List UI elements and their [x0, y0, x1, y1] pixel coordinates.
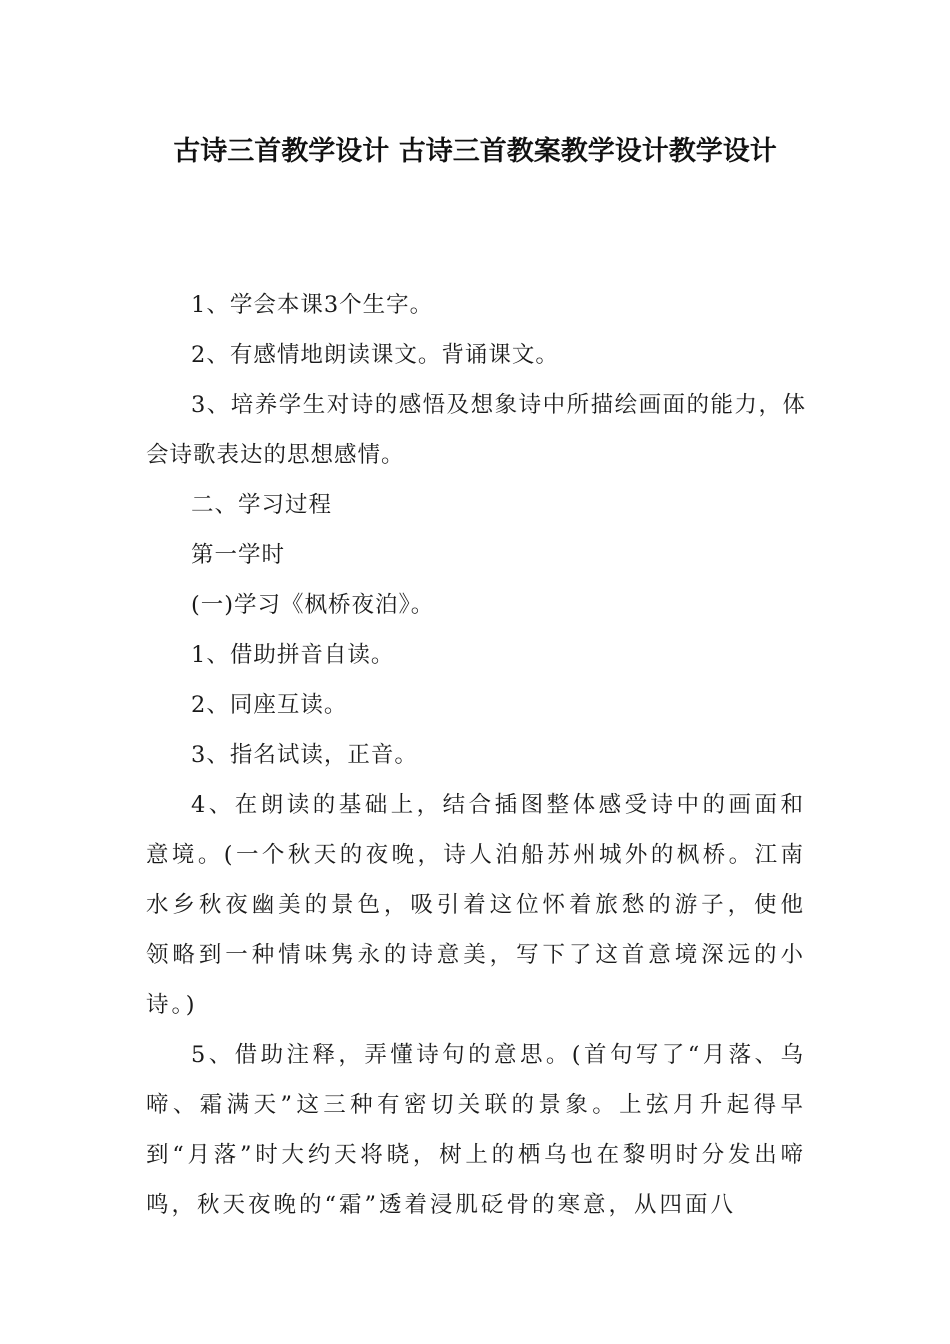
objective-1: 1、学会本课3个生字。: [191, 292, 434, 318]
document-title: 古诗三首教学设计 古诗三首教案教学设计教学设计: [173, 136, 777, 167]
objective-3: 3、培养学生对诗的感悟及想象诗中所描绘画面的能力，体会诗歌表达的思想感情。: [146, 392, 806, 468]
objective-2: 2、有感情地朗读课文。背诵课文。: [191, 342, 559, 368]
step-1: 1、借助拼音自读。: [191, 642, 395, 668]
subsection-heading-poem: (一)学习《枫桥夜泊》。: [191, 592, 435, 618]
step-3: 3、指名试读，正音。: [191, 742, 418, 768]
document-body: [146, 280, 806, 1230]
step-4: 4、在朗读的基础上，结合插图整体感受诗中的画面和意境。(一个秋天的夜晚，诗人泊船苏州城外的枫桥。江南水乡秋夜幽美的景色，吸引着这位怀着旅愁的游子，使他领略到一种情味隽永的诗意美，写下了这首意境深远的小诗。): [146, 792, 806, 1018]
step-2: 2、同座互读。: [191, 692, 348, 718]
step-5: 5、借助注释，弄懂诗句的意思。(首句写了“月落、乌啼、霜满天”这三种有密切关联的景象。上弦月升起得早到“月落”时大约天将晓，树上的栖乌也在黎明时分发出啼鸣，秋天夜晚的“霜”透着浸肌砭骨的寒意，从四面八: [146, 1042, 806, 1218]
section-heading-learning-process: 二、学习过程: [191, 492, 333, 518]
lesson-period-heading: 第一学时: [191, 542, 286, 568]
